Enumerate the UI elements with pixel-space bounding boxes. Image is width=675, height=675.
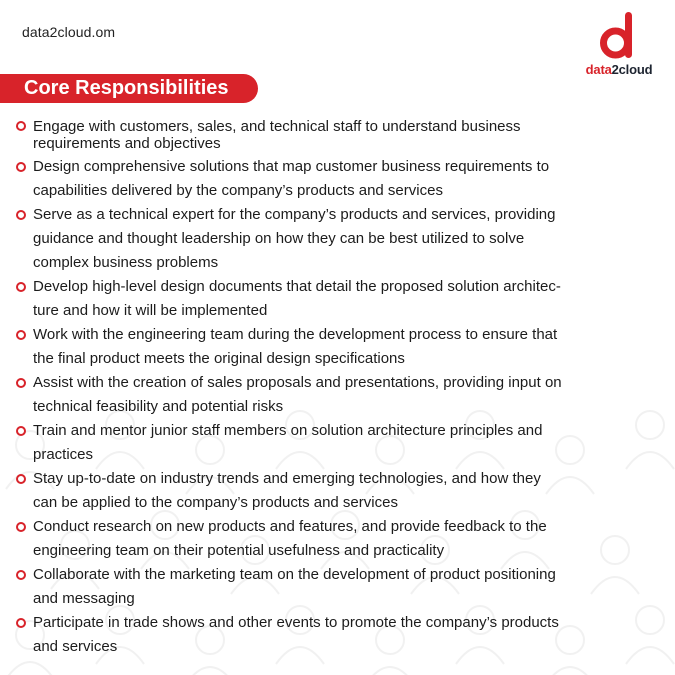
item-line: Assist with the creation of sales proposals and presentations, providing input on — [33, 374, 562, 391]
circle-bullet-icon — [16, 378, 26, 388]
item-line: Work with the engineering team during the development process to ensure that — [33, 326, 558, 343]
item-line: Serve as a technical expert for the company’s products and services, providing — [33, 206, 556, 223]
list-item — [16, 371, 662, 419]
circle-bullet-icon — [16, 618, 26, 628]
circle-bullet-icon — [16, 162, 26, 172]
site-url: data2cloud.om — [22, 24, 116, 40]
item-line: practices — [33, 446, 94, 463]
item-line: requirements and objectives — [33, 135, 221, 152]
list-item — [16, 203, 662, 275]
list-item — [16, 419, 662, 467]
item-line: Conduct research on new products and features, and provide feedback to the — [33, 518, 547, 535]
item-line: engineering team on their potential usefulness and practicality — [33, 542, 445, 559]
circle-bullet-icon — [16, 282, 26, 292]
list-item — [16, 515, 662, 563]
item-line: Engage with customers, sales, and technical staff to understand business — [33, 118, 521, 135]
list-item — [16, 467, 662, 515]
item-line: Stay up-to-date on industry trends and emerging technologies, and how they — [33, 470, 541, 487]
item-line: Design comprehensive solutions that map customer business requirements to — [33, 158, 550, 175]
item-line: Train and mentor junior staff members on solution architecture principles and — [33, 422, 543, 439]
brand-logo — [578, 10, 660, 80]
logo-text-data: data — [585, 62, 612, 77]
item-line: technical feasibility and potential risks — [33, 398, 284, 415]
item-line: the final product meets the original design specifications — [33, 350, 405, 367]
list-item — [16, 611, 662, 659]
responsibilities-list — [16, 116, 662, 659]
item-line: Develop high-level design documents that detail the proposed solution architec- — [33, 278, 561, 295]
item-line: ture and how it will be implemented — [33, 302, 268, 319]
list-item — [16, 116, 662, 155]
circle-bullet-icon — [16, 330, 26, 340]
list-item — [16, 275, 662, 323]
logo-text-2cloud: 2cloud — [611, 62, 653, 77]
circle-bullet-icon — [16, 210, 26, 220]
item-line: and messaging — [33, 590, 135, 607]
logo-wordmark — [578, 62, 660, 77]
circle-bullet-icon — [16, 121, 26, 131]
list-item — [16, 155, 662, 203]
d-letter-logo-icon — [598, 10, 638, 62]
section-title-banner: Core Responsibilities — [0, 74, 258, 103]
circle-bullet-icon — [16, 522, 26, 532]
item-line: guidance and thought leadership on how they can be best utilized to solve — [33, 230, 525, 247]
item-line: complex business problems — [33, 254, 219, 271]
circle-bullet-icon — [16, 474, 26, 484]
item-line: can be applied to the company’s products and services — [33, 494, 398, 511]
item-line: Collaborate with the marketing team on the development of product positioning — [33, 566, 556, 583]
list-item — [16, 563, 662, 611]
item-line: capabilities delivered by the company’s products and services — [33, 182, 443, 199]
list-item — [16, 323, 662, 371]
circle-bullet-icon — [16, 426, 26, 436]
circle-bullet-icon — [16, 570, 26, 580]
item-line: and services — [33, 638, 118, 655]
item-line: Participate in trade shows and other events to promote the company’s products — [33, 614, 559, 631]
